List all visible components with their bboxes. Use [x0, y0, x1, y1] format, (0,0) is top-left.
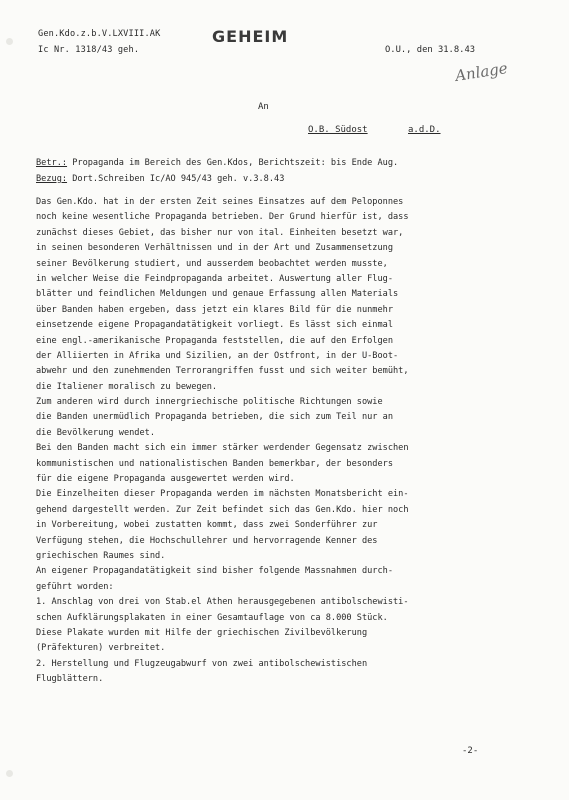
- body-text: [36, 195, 536, 688]
- body-line: die Italiener moralisch zu bewegen.: [36, 381, 218, 392]
- body-line: Zum anderen wird durch innergriechische politische Richtungen sowie: [36, 397, 383, 408]
- reference-text: Dort.Schreiben Ic/AO 945/43 geh. v.3.8.43: [72, 174, 285, 184]
- punch-hole-mark: [6, 38, 13, 45]
- body-line: blätter und feindlichen Meldungen und genaue Erfassung allen Materials: [36, 289, 399, 300]
- body-line: in welcher Weise die Feindpropaganda arbeitet. Auswertung aller Flug-: [36, 273, 393, 284]
- body-line: die Bevölkerung wendet.: [36, 427, 155, 438]
- body-line: schen Aufklärungsplakaten in einer Gesamtauflage von ca 8.000 Stück.: [36, 612, 388, 623]
- body-line: Die Einzelheiten dieser Propaganda werden im nächsten Monatsbericht ein-: [36, 489, 409, 500]
- body-line: eine engl.-amerikanische Propaganda feststellen, die auf den Erfolgen: [36, 335, 393, 346]
- body-line: seiner Bevölkerung studiert, und ausserdem beobachtet werden musste,: [36, 258, 388, 269]
- body-line: in seinen besonderen Verhältnissen und in der Art und Zusammensetzung: [36, 243, 393, 254]
- body-line: der Alliierten in Afrika und Sizilien, an der Ostfront, in der U-Boot-: [36, 350, 399, 361]
- punch-hole-mark: [6, 770, 13, 777]
- handwritten-annotation: Anlage: [453, 58, 509, 86]
- reference-label: Bezug:: [36, 174, 68, 184]
- body-line: Verfügung stehen, die Hochschullehrer und hervorragende Kenner des: [36, 535, 378, 546]
- place-date: O.U., den 31.8.43: [385, 45, 476, 55]
- body-line: griechischen Raumes sind.: [36, 550, 166, 561]
- body-line: Bei den Banden macht sich ein immer stärker werdender Gegensatz zwischen: [36, 443, 409, 454]
- body-line: An eigener Propagandatätigkeit sind bisher folgende Massnahmen durch-: [36, 566, 393, 577]
- secret-stamp: GEHEIM: [212, 27, 289, 46]
- body-line: die Banden unermüdlich Propaganda betrieben, die sich zum Teil nur an: [36, 412, 393, 423]
- command-line: Gen.Kdo.z.b.V.LXVIII.AK: [38, 29, 161, 39]
- body-line: Diese Plakate wurden mit Hilfe der griechischen Zivilbevölkerung: [36, 627, 368, 638]
- body-line: kommunistischen und nationalistischen Banden bemerkbar, der besonders: [36, 458, 393, 469]
- reference-line: Ic Nr. 1318/43 geh.: [38, 45, 140, 55]
- recipient-prefix: An: [258, 102, 269, 112]
- recipient-addendum: a.d.D.: [408, 125, 441, 135]
- page-number: -2-: [462, 746, 479, 756]
- subject-line: [36, 158, 398, 168]
- body-line: 1. Anschlag von drei von Stab.el Athen herausgegebenen antibolschewisti-: [36, 597, 409, 608]
- body-line: über Banden haben ergeben, dass jetzt ein klares Bild für die nunmehr: [36, 304, 393, 315]
- body-line: (Präfekturen) verbreitet.: [36, 643, 166, 654]
- body-line: für die eigene Propaganda ausgewertet werden wird.: [36, 474, 295, 485]
- body-line: Das Gen.Kdo. hat in der ersten Zeit seines Einsatzes auf dem Peloponnes: [36, 197, 404, 207]
- body-line: geführt worden:: [36, 581, 114, 592]
- recipient-name: O.B. Südost: [308, 125, 368, 135]
- body-line: gehend dargestellt werden. Zur Zeit befindet sich das Gen.Kdo. hier noch: [36, 504, 409, 515]
- body-line: einsetzende eigene Propagandatätigkeit vorliegt. Es lässt sich einmal: [36, 320, 393, 331]
- body-line: abwehr und den zunehmenden Terrorangriffen fusst und sich weiter bemüht,: [36, 366, 409, 377]
- subject-text: Propaganda im Bereich des Gen.Kdos, Berichtszeit: bis Ende Aug.: [72, 158, 399, 168]
- body-line: 2. Herstellung und Flugzeugabwurf von zwei antibolschewistischen: [36, 658, 368, 669]
- body-line: zunächst dieses Gebiet, das bisher nur von ital. Einheiten besetzt war,: [36, 227, 404, 238]
- body-line: noch keine wesentliche Propaganda betrieben. Der Grund hierfür ist, dass: [36, 212, 409, 223]
- reference-line-bezug: [36, 174, 284, 184]
- body-line: Flugblättern.: [36, 674, 104, 685]
- body-line: in Vorbereitung, wobei zustatten kommt, dass zwei Sonderführer zur: [36, 520, 378, 531]
- subject-label: Betr.:: [36, 158, 68, 168]
